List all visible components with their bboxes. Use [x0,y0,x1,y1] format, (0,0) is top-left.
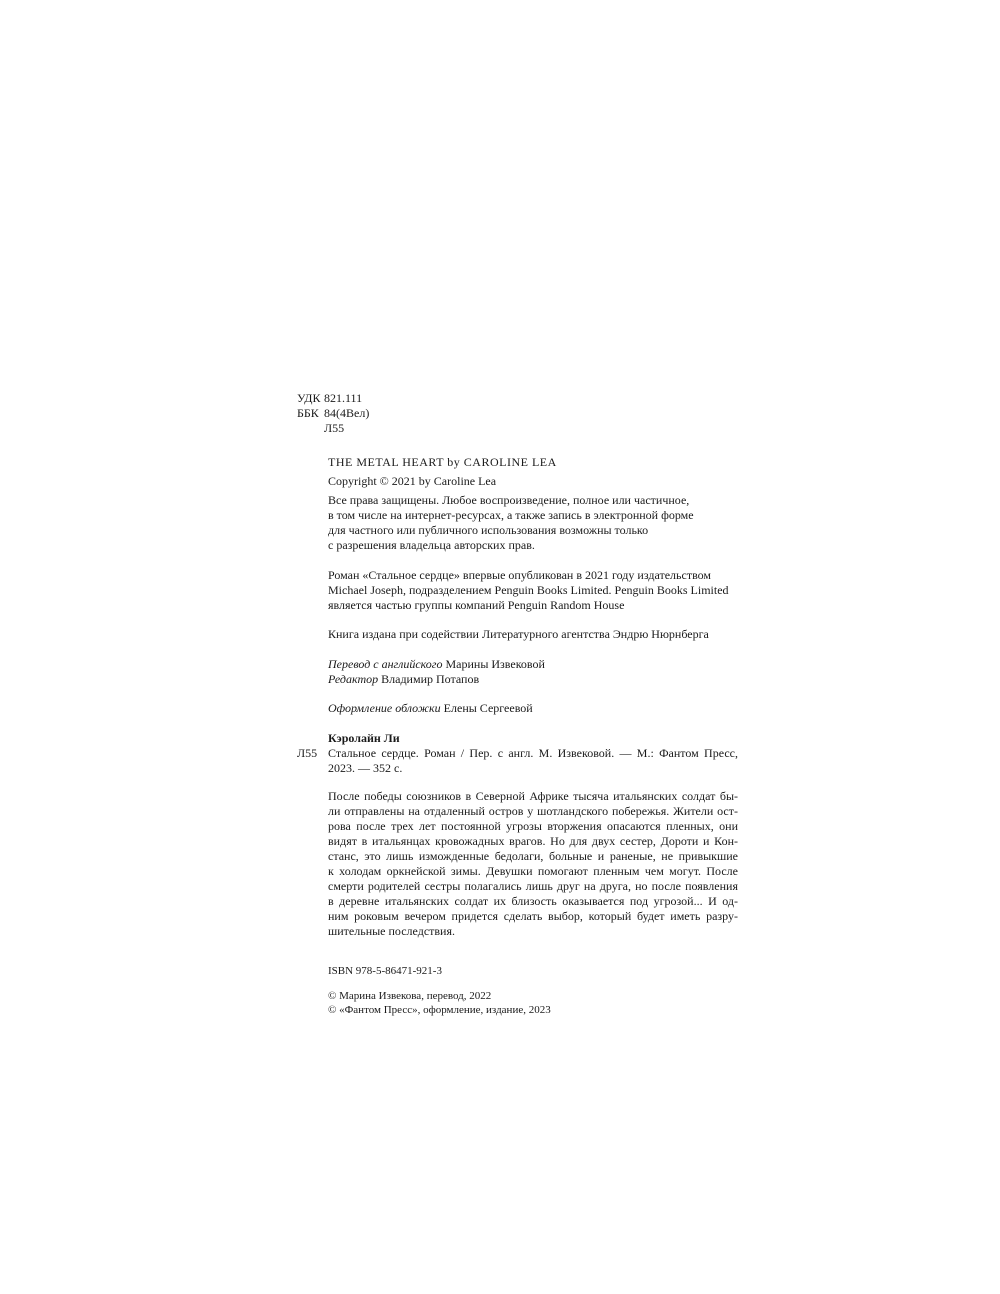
copyright-notice: © Марина Извекова, перевод, 2022 [328,990,492,1002]
classification-codes [297,391,369,436]
annotation-line: рова после трех лет постоянной угрозы вторжения опасаются пленных, они [328,819,738,833]
cover-credit [328,701,738,716]
author-mark-row [297,421,369,436]
rights-line: в том числе на интернет-ресурсах, а также запись в электронной форме [328,508,694,522]
annotation-line: ним роковым вечером придется сделать выбор, который будет иметь разру- [328,909,738,923]
udk-row [297,391,369,406]
credits [328,657,738,687]
publication-line: Роман «Стальное сердце» впервые опубликован в 2021 году издательством [328,568,712,582]
bibliographic-line: Стальное сердце. Роман / Пер. с англ. М. Извековой. — М.: Фантом Пресс, [328,746,738,760]
rights-line: с разрешения владельца авторских прав. [328,538,535,552]
annotation-line: ли отправлены на отдаленный остров у шотландского побережья. Жители ост- [328,804,738,818]
bbk-value: 84(4Вел) [324,406,370,420]
author-mark: Л55 [324,421,345,435]
annotation-line: шительные последствия. [328,924,455,938]
cover-label: Оформление обложки [328,701,441,715]
agency-note: Книга издана при содействии Литературного агентства Эндрю Нюрнберга [328,627,709,641]
bibliographic-entry [328,746,738,776]
translation-credit [328,657,738,672]
copyright-notice: © «Фантом Пресс», оформление, издание, 2023 [328,1004,551,1016]
bbk-row [297,406,369,421]
editor-name: Владимир Потапов [381,672,480,686]
rights-line: Все права защищены. Любое воспроизведение, полное или частичное, [328,493,690,507]
annotation-line: смерти родителей сестры полагались лишь друг на друга, но после появления [328,879,738,893]
translation-label: Перевод с английского [328,657,443,671]
editor-credit [328,672,738,687]
publication-note [328,568,738,613]
original-title: THE METAL HEART by CAROLINE LEA [328,455,557,469]
bbk-label: ББК [297,406,319,420]
rights-line: для частного или публичного использования возможны только [328,523,649,537]
copyright-line: Copyright © 2021 by Caroline Lea [328,474,497,488]
editor-label: Редактор [328,672,379,686]
rights-notice [328,493,738,553]
cover-name: Елены Сергеевой [443,701,533,715]
publication-line: Michael Joseph, подразделением Penguin Books Limited. Penguin Books Limited [328,583,729,597]
udk-value: 821.111 [324,391,363,405]
translation-name: Марины Извековой [445,657,545,671]
annotation-line: к холодам оркнейской зимы. Девушки помогают пленным чем могут. После [328,864,738,878]
annotation-line: видят в итальянцах кровожадных врагов. Но для двух сестер, Дороти и Кон- [328,834,738,848]
bibliographic-author: Кэролайн Ли [328,731,400,745]
copyright-notices [328,989,738,1017]
annotation-line: После победы союзников в Северной Африке тысяча итальянских солдат бы- [328,789,738,803]
isbn: ISBN 978-5-86471-921-3 [328,965,442,977]
bibliographic-line: 2023. — 352 с. [328,761,403,775]
annotation-line: станс, это лишь изможденные бедолаги, больные и раненые, не привыкшие [328,849,738,863]
udk-label: УДК [297,391,321,405]
annotation [328,789,738,939]
annotation-line: в деревне итальянских солдат их близость оказывается под угрозой... И од- [328,894,738,908]
publication-line: является частью группы компаний Penguin Random House [328,598,625,612]
bibliographic-mark: Л55 [297,746,318,760]
